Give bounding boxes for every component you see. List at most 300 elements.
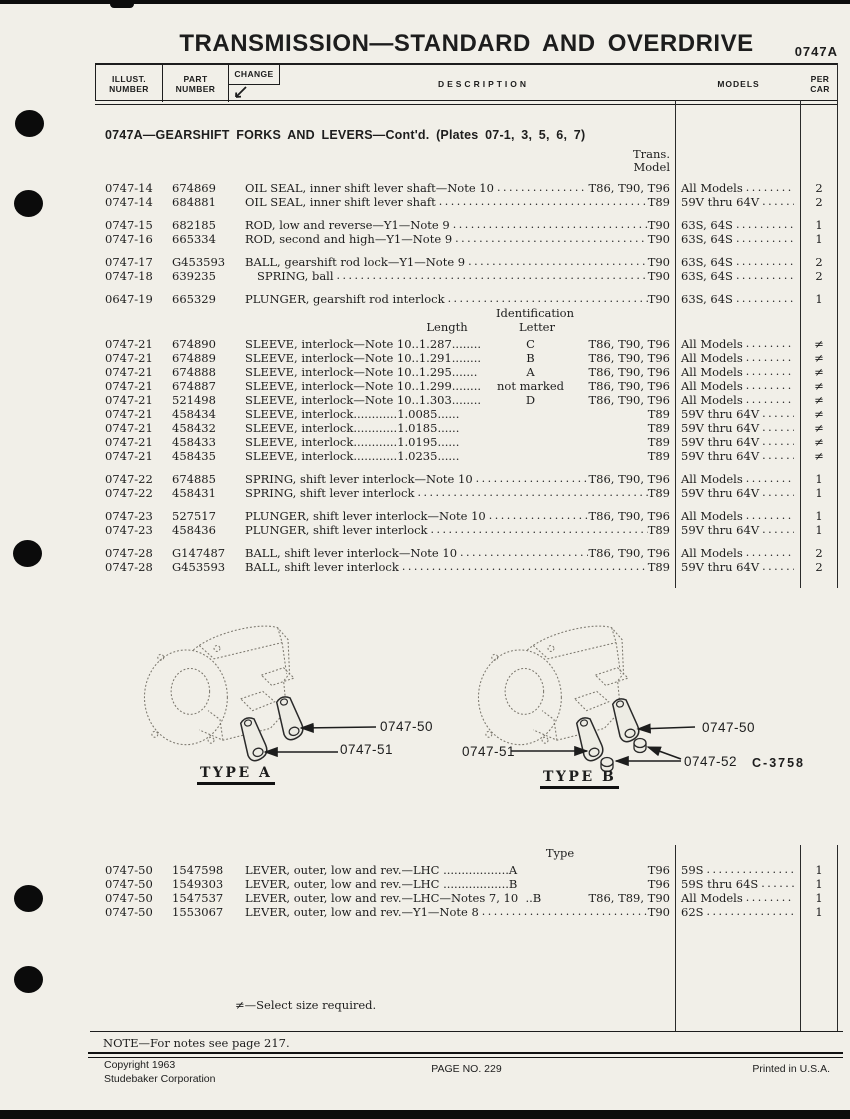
models-cell	[675, 218, 800, 232]
table-row	[95, 509, 838, 523]
trans-model-value: T86, T90, T96	[588, 337, 670, 351]
section-heading: 0747A—GEARSHIFT FORKS AND LEVERS—Cont'd. (Plates 07-1, 3, 5, 6, 7)	[105, 128, 586, 142]
description-cell	[245, 523, 670, 537]
identification-letter	[483, 435, 578, 449]
models-value: 59V thru 64V	[681, 407, 760, 421]
identification-letter: A	[526, 365, 535, 379]
type-a-caption: TYPE A	[197, 765, 275, 785]
dot-leader	[759, 421, 794, 435]
part-description: BALL, shift lever interlock	[245, 560, 399, 574]
part-number-cell: 1547537	[172, 891, 224, 905]
part-number-cell: 665329	[172, 292, 216, 306]
models-cell	[675, 232, 800, 246]
per-car-cell: 1	[815, 292, 823, 306]
table-header	[95, 63, 838, 100]
column-label: MODELS	[717, 78, 760, 89]
type-label: Type	[545, 846, 575, 860]
models-cell	[675, 472, 800, 486]
models-value: 59V thru 64V	[681, 421, 760, 435]
per-car-cell: 2	[815, 546, 823, 560]
models-value: All Models	[681, 509, 743, 523]
dot-leader	[733, 218, 794, 232]
dot-leader	[334, 269, 648, 283]
per-car-cell: ≠	[814, 421, 824, 435]
callout-0747-51-type-a: 0747-51	[340, 742, 394, 757]
per-car-cell: ≠	[814, 449, 824, 463]
part-number-cell: 527517	[172, 509, 216, 523]
dot-leader	[759, 523, 794, 537]
description-cell	[245, 379, 670, 393]
description-cell	[245, 232, 670, 246]
models-cell	[675, 905, 800, 919]
trans-model-value: T90	[647, 292, 670, 306]
models-value: 59V thru 64V	[681, 560, 760, 574]
column-description	[291, 65, 676, 102]
models-cell	[675, 421, 800, 435]
part-description: LEVER, outer, low and rev.—LHC ..................A	[245, 863, 518, 877]
dot-leader	[733, 269, 794, 283]
per-car-cell: 1	[815, 905, 823, 919]
models-value: 63S, 64S	[681, 218, 733, 232]
per-car-cell: 1	[815, 472, 823, 486]
identification-letter: C	[526, 337, 535, 351]
trans-model-value: T86, T90, T96	[588, 351, 670, 365]
models-value: 59V thru 64V	[681, 486, 760, 500]
part-description: OIL SEAL, inner shift lever shaft—Note 10	[245, 181, 494, 195]
header-double-rule	[95, 100, 838, 105]
part-number-cell: 1547598	[172, 863, 224, 877]
part-number-cell: 458436	[172, 523, 216, 537]
models-cell	[675, 269, 800, 283]
dot-leader	[758, 877, 794, 891]
illust-number-cell: 0747-21	[105, 351, 153, 365]
dot-leader	[486, 509, 589, 523]
per-car-cell: 1	[815, 218, 823, 232]
models-value: All Models	[681, 393, 743, 407]
table-row	[95, 546, 838, 560]
part-description: PLUNGER, shift lever interlock—Note 10	[245, 509, 486, 523]
part-number-cell: 1549303	[172, 877, 224, 891]
trans-model-value: T86, T90, T96	[588, 472, 670, 486]
column-label: PER	[810, 73, 830, 84]
dot-leader	[414, 486, 647, 500]
models-value: All Models	[681, 351, 743, 365]
identification-letter: D	[525, 393, 536, 407]
description-cell	[245, 421, 670, 435]
table-row	[95, 905, 838, 919]
spacer	[459, 407, 483, 421]
per-car-cell: 1	[815, 232, 823, 246]
models-value: 59S thru 64S	[681, 877, 759, 891]
models-cell	[675, 393, 800, 407]
table-row	[95, 486, 838, 500]
binder-hole	[14, 966, 43, 993]
dot-leader	[733, 255, 794, 269]
models-value: 63S, 64S	[681, 232, 733, 246]
part-number-cell: 674885	[172, 472, 216, 486]
table-row	[95, 863, 838, 877]
table-row	[95, 195, 838, 209]
dot-leader	[759, 560, 794, 574]
column-illust-number	[96, 65, 163, 102]
description-cell	[245, 292, 670, 306]
per-car-cell: 1	[815, 523, 823, 537]
table-row	[95, 351, 838, 365]
column-label: NUMBER	[175, 83, 216, 94]
trans-model-value: T90	[647, 269, 670, 283]
callout-0747-50-type-a: 0747-50	[380, 719, 434, 734]
printed-in-usa: Printed in U.S.A.	[752, 1063, 830, 1075]
models-value: 63S, 64S	[681, 292, 733, 306]
table-row	[95, 269, 838, 283]
illust-number-cell: 0747-21	[105, 337, 153, 351]
models-value: 59V thru 64V	[681, 523, 760, 537]
illust-number-cell: 0747-21	[105, 421, 153, 435]
description-cell	[245, 486, 670, 500]
part-description: SLEEVE, interlock—Note 10..1.303........	[245, 393, 482, 407]
models-cell	[675, 292, 800, 306]
part-description: BALL, shift lever interlock—Note 10	[245, 546, 458, 560]
trans-model-value: T89	[647, 523, 670, 537]
part-description: SLEEVE, interlock—Note 10..1.287........	[245, 337, 482, 351]
trans-model-value: T90	[647, 232, 670, 246]
models-cell	[675, 337, 800, 351]
per-car-cell: ≠	[814, 337, 824, 351]
models-cell	[675, 365, 800, 379]
select-size-footnote	[235, 998, 376, 1012]
dot-leader	[436, 195, 648, 209]
copyright-line2: Studebaker Corporation	[104, 1073, 216, 1085]
scan-top-notch	[110, 0, 134, 8]
table-bottom-rule	[90, 1031, 843, 1032]
spacer	[459, 435, 483, 449]
illust-number-cell: 0747-22	[105, 472, 153, 486]
identification-label: Identification	[495, 306, 575, 320]
change-box: CHANGE	[229, 65, 280, 85]
spacer	[517, 863, 647, 877]
part-number-cell: 674888	[172, 365, 216, 379]
illust-number-cell: 0747-50	[105, 877, 153, 891]
description-cell	[245, 449, 670, 463]
part-description: PLUNGER, shift lever interlock	[245, 523, 428, 537]
part-number-cell: 674869	[172, 181, 216, 195]
part-description: ROD, low and reverse—Y1—Note 9	[245, 218, 450, 232]
models-value: All Models	[681, 181, 743, 195]
models-cell	[675, 407, 800, 421]
binder-hole	[15, 110, 44, 137]
dot-leader	[743, 509, 794, 523]
illust-number-cell: 0747-21	[105, 393, 153, 407]
description-cell	[245, 269, 670, 283]
part-number-cell: 639235	[172, 269, 216, 283]
page-note: NOTE—For notes see page 217.	[103, 1036, 290, 1050]
table-row	[95, 560, 838, 574]
part-description: BALL, gearshift rod lock—Y1—Note 9	[245, 255, 466, 269]
spacer	[541, 891, 588, 905]
table-row	[95, 407, 838, 421]
dot-leader	[704, 863, 794, 877]
part-number-cell: 458434	[172, 407, 216, 421]
column-label: NUMBER	[109, 83, 149, 94]
illust-number-cell: 0747-21	[105, 379, 153, 393]
models-cell	[675, 877, 800, 891]
part-number-cell: 674887	[172, 379, 216, 393]
column-models	[676, 65, 801, 102]
table-row	[95, 891, 838, 905]
part-number-cell: G453593	[172, 560, 226, 574]
models-value: 62S	[681, 905, 704, 919]
illust-number-cell: 0747-21	[105, 435, 153, 449]
identification-letter	[483, 449, 578, 463]
models-value: 59V thru 64V	[681, 435, 760, 449]
per-car-cell: 2	[815, 181, 823, 195]
models-value: 59V thru 64V	[681, 449, 760, 463]
table-row	[95, 877, 838, 891]
figure-reference-number: C-3758	[752, 756, 805, 770]
part-number-cell: 674889	[172, 351, 216, 365]
part-description: SPRING, shift lever interlock	[245, 486, 415, 500]
column-change	[229, 65, 291, 102]
description-cell	[245, 891, 670, 905]
per-car-cell: 1	[815, 891, 823, 905]
trans-model-value: T89	[647, 195, 670, 209]
illust-number-cell: 0747-18	[105, 269, 153, 283]
per-car-cell: 1	[815, 486, 823, 500]
trans-label: Trans.	[633, 147, 670, 161]
dot-leader	[465, 255, 648, 269]
description-cell	[245, 393, 670, 407]
dot-leader	[473, 472, 589, 486]
table-row	[95, 181, 838, 195]
models-cell	[675, 449, 800, 463]
per-car-cell: 2	[815, 255, 823, 269]
models-value: 59V thru 64V	[681, 195, 760, 209]
part-description: LEVER, outer, low and rev.—LHC—Notes 7, 10 ..B	[245, 891, 542, 905]
description-cell	[245, 435, 670, 449]
table-row	[95, 393, 838, 407]
illust-number-cell: 0747-14	[105, 181, 153, 195]
table-row	[95, 255, 838, 269]
per-car-cell: ≠	[814, 379, 824, 393]
change-mark-icon	[233, 86, 248, 99]
trans-model-value: T86, T90, T96	[588, 546, 670, 560]
part-number-cell: 458435	[172, 449, 216, 463]
illust-number-cell: 0747-15	[105, 218, 153, 232]
dot-leader	[759, 435, 794, 449]
models-cell	[675, 351, 800, 365]
row-group-gap	[95, 500, 838, 509]
dot-leader	[479, 905, 648, 919]
binder-hole	[13, 540, 42, 567]
table-row	[95, 379, 838, 393]
description-cell	[245, 218, 670, 232]
table-row	[95, 365, 838, 379]
table-row	[95, 523, 838, 537]
models-cell	[675, 863, 800, 877]
part-description: SLEEVE, interlock............1.0235......	[245, 449, 460, 463]
column-label: DESCRIPTION	[437, 78, 530, 89]
table-row	[95, 472, 838, 486]
table-row	[95, 421, 838, 435]
column-label: CAR	[810, 83, 830, 94]
per-car-cell: ≠	[814, 351, 824, 365]
illust-number-cell: 0747-16	[105, 232, 153, 246]
identification-letter: not marked	[496, 379, 564, 393]
trans-model-value: T90	[647, 218, 670, 232]
page-number: PAGE NO. 229	[431, 1063, 502, 1075]
part-number-cell: 1553067	[172, 905, 224, 919]
models-value: All Models	[681, 891, 743, 905]
trans-model-value: T86, T90, T96	[588, 365, 670, 379]
description-cell	[245, 546, 670, 560]
per-car-cell: 2	[815, 269, 823, 283]
trans-model-value: T86, T90, T96	[588, 379, 670, 393]
models-value: All Models	[681, 379, 743, 393]
dot-leader	[743, 546, 794, 560]
trans-model-value: T90	[647, 905, 670, 919]
dot-leader	[743, 365, 794, 379]
illust-number-cell: 0747-28	[105, 560, 153, 574]
models-cell	[675, 546, 800, 560]
trans-model-value: T96	[647, 863, 670, 877]
part-description: SLEEVE, interlock—Note 10..1.295.......	[245, 365, 478, 379]
table-row	[95, 218, 838, 232]
part-description: SLEEVE, interlock............1.0185......	[245, 421, 460, 435]
description-cell	[245, 337, 670, 351]
part-description: SPRING, ball	[257, 269, 334, 283]
column-part-number	[163, 65, 229, 102]
trans-model-value: T89	[647, 560, 670, 574]
part-number-cell: 458433	[172, 435, 216, 449]
binder-hole	[14, 190, 43, 217]
dot-leader	[494, 181, 589, 195]
row-group-gap	[95, 463, 838, 472]
part-description: SLEEVE, interlock............1.0085......	[245, 407, 460, 421]
parts-table-middle	[95, 337, 838, 574]
illust-number-cell: 0747-23	[105, 523, 153, 537]
identification-letter	[483, 407, 578, 421]
dot-leader	[743, 351, 794, 365]
table-row	[95, 292, 838, 306]
dot-leader	[743, 472, 794, 486]
part-number-cell: 674890	[172, 337, 216, 351]
dot-leader	[743, 181, 794, 195]
models-value: All Models	[681, 546, 743, 560]
trans-model-value: T96	[647, 877, 670, 891]
illust-number-cell: 0747-23	[105, 509, 153, 523]
dot-leader	[457, 546, 588, 560]
models-cell	[675, 181, 800, 195]
footnote-text: —Select size required.	[244, 998, 377, 1012]
trans-model-value: T86, T89, T90	[588, 891, 670, 905]
row-group-gap	[95, 246, 838, 255]
copyright-line1: Copyright 1963	[104, 1059, 176, 1071]
trans-model-column-head	[95, 148, 670, 174]
part-number-cell: 458431	[172, 486, 216, 500]
dot-leader	[733, 232, 794, 246]
illust-number-cell: 0747-22	[105, 486, 153, 500]
trans-model-value: T89	[647, 435, 670, 449]
scan-bottom-edge	[0, 1110, 850, 1119]
table-row	[95, 449, 838, 463]
identification-letter	[483, 421, 578, 435]
letter-label: Letter	[519, 320, 555, 334]
illust-number-cell: 0647-19	[105, 292, 153, 306]
column-label: PART	[183, 73, 208, 84]
part-number-cell: 521498	[172, 393, 216, 407]
spacer	[517, 877, 647, 891]
illust-number-cell: 0747-50	[105, 863, 153, 877]
models-cell	[675, 523, 800, 537]
dot-leader	[743, 393, 794, 407]
description-cell	[245, 560, 670, 574]
per-car-cell: 2	[815, 195, 823, 209]
illust-number-cell: 0747-17	[105, 255, 153, 269]
table-row	[95, 232, 838, 246]
part-description: OIL SEAL, inner shift lever shaft	[245, 195, 436, 209]
part-description: ROD, second and high—Y1—Note 9	[245, 232, 453, 246]
trans-model-value: T89	[647, 486, 670, 500]
column-label: ILLUST.	[112, 73, 146, 84]
part-description: SLEEVE, interlock............1.0195......	[245, 435, 460, 449]
illust-number-cell: 0747-50	[105, 891, 153, 905]
models-value: All Models	[681, 472, 743, 486]
models-value: 59S	[681, 863, 704, 877]
per-car-cell: ≠	[814, 365, 824, 379]
per-car-cell: 1	[815, 877, 823, 891]
description-cell	[245, 365, 670, 379]
callout-0747-52-type-b: 0747-52	[684, 754, 738, 769]
length-label: Length	[426, 320, 468, 334]
select-size-symbol: ≠	[235, 998, 245, 1012]
models-value: All Models	[681, 337, 743, 351]
illust-number-cell: 0747-14	[105, 195, 153, 209]
description-cell	[245, 905, 670, 919]
table-row	[95, 337, 838, 351]
part-number-cell: G453593	[172, 255, 226, 269]
models-cell	[675, 379, 800, 393]
trans-model-value: T86, T90, T96	[588, 393, 670, 407]
models-cell	[675, 560, 800, 574]
per-car-cell: ≠	[814, 435, 824, 449]
models-value: 63S, 64S	[681, 269, 733, 283]
page-title: TRANSMISSION—STANDARD AND OVERDRIVE	[179, 30, 754, 57]
illust-number-cell: 0747-21	[105, 365, 153, 379]
part-description: LEVER, outer, low and rev.—LHC ..................B	[245, 877, 518, 891]
part-description: PLUNGER, gearshift rod interlock	[245, 292, 445, 306]
description-cell	[245, 863, 670, 877]
column-per-car	[801, 65, 839, 102]
callout-0747-51-type-b: 0747-51	[462, 744, 516, 759]
model-label: Model	[633, 160, 670, 174]
identification-letter: B	[526, 351, 535, 365]
row-group-gap	[95, 283, 838, 292]
dot-leader	[399, 560, 648, 574]
dot-leader	[743, 891, 794, 905]
per-car-cell: 1	[815, 509, 823, 523]
part-description: SLEEVE, interlock—Note 10..1.291........	[245, 351, 482, 365]
part-number-cell: 682185	[172, 218, 216, 232]
dot-leader	[704, 905, 794, 919]
trans-model-value: T89	[647, 421, 670, 435]
part-description: SLEEVE, interlock—Note 10..1.299........	[245, 379, 482, 393]
description-cell	[245, 351, 670, 365]
trans-model-value: T89	[647, 407, 670, 421]
dot-leader	[759, 486, 794, 500]
description-cell	[245, 407, 670, 421]
part-number-cell: 665334	[172, 232, 216, 246]
spacer	[459, 421, 483, 435]
